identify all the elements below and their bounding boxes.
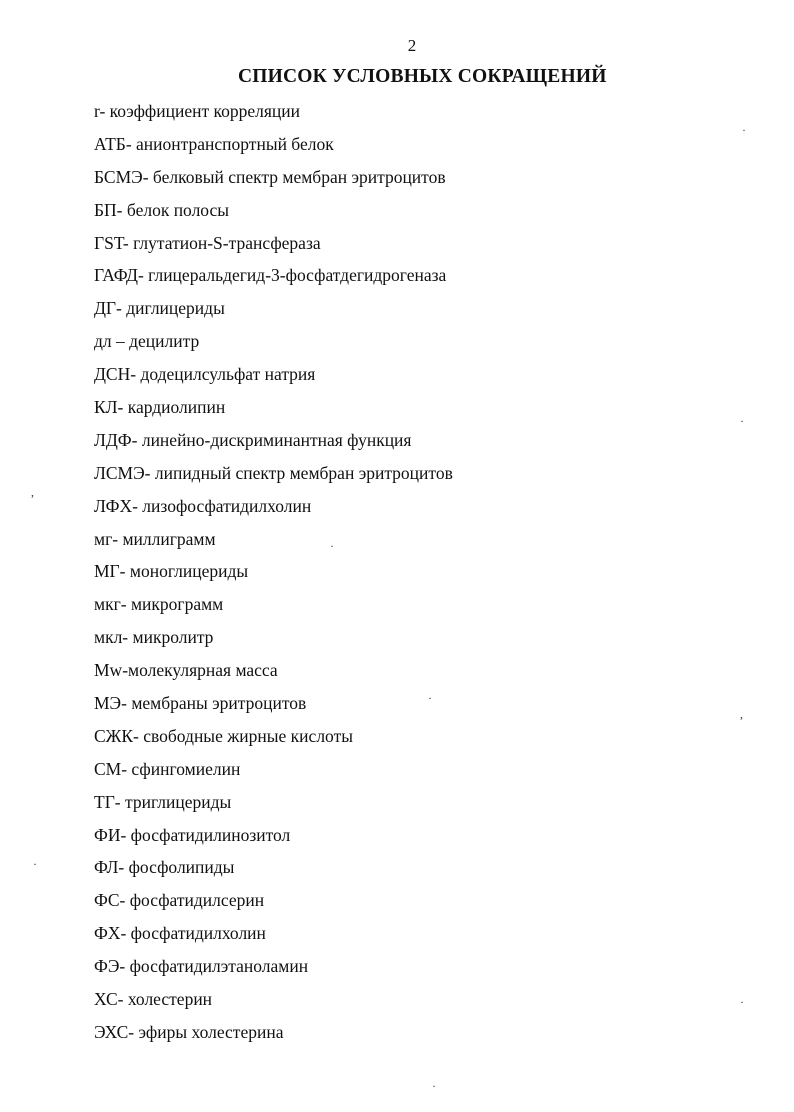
- scan-speck: ·: [740, 995, 744, 1009]
- scan-speck: ·: [742, 123, 746, 137]
- abbreviation-item: ФС- фосфатидилсерин: [94, 890, 265, 911]
- abbreviation-item: ЛДФ- линейно-дискриминантная функция: [94, 429, 412, 450]
- abbreviation-item: ЛФХ- лизофосфатидилхолин: [94, 495, 312, 516]
- abbreviation-item: ЭХС- эфиры холестерина: [94, 1021, 284, 1042]
- abbreviation-item: ГАФД- глицеральдегид-3-фосфатдегидрогеназа: [94, 265, 447, 286]
- abbreviation-item: БП- белок полосы: [94, 199, 230, 220]
- abbreviation-list: [94, 98, 453, 1052]
- abbreviation-item: ДГ- диглицериды: [94, 298, 225, 319]
- abbreviation-item: ФХ- фосфатидилхолин: [94, 923, 266, 944]
- scan-speck: ,: [740, 707, 743, 721]
- page-number: 2: [407, 36, 417, 55]
- scan-speck: ·: [428, 691, 432, 705]
- abbreviation-item: мкл- микролитр: [94, 627, 214, 648]
- abbreviation-item: СЖК- свободные жирные кислоты: [94, 725, 353, 746]
- scan-speck: ·: [740, 414, 744, 428]
- abbreviation-item: мкг- микрограмм: [94, 594, 224, 615]
- abbreviation-item: ФЭ- фосфатидилэтаноламин: [94, 956, 309, 977]
- abbreviation-item: ДСН- додецилсульфат натрия: [94, 364, 316, 385]
- abbreviation-item: дл – децилитр: [94, 331, 200, 352]
- abbreviation-item: ЛСМЭ- липидный спектр мембран эритроцитов: [94, 462, 453, 483]
- abbreviation-item: МГ- моноглицериды: [94, 561, 249, 582]
- scan-speck: ·: [33, 857, 37, 871]
- abbreviation-item: r- коэффициент корреляции: [94, 101, 301, 121]
- page-title: СПИСОК УСЛОВНЫХ СОКРАЩЕНИЙ: [238, 66, 607, 87]
- abbreviation-item: ФЛ- фосфолипиды: [94, 857, 235, 878]
- abbreviation-item: СМ- сфингомиелин: [94, 758, 241, 779]
- scan-speck: ·: [330, 539, 334, 553]
- abbreviation-item: мг- миллиграмм: [94, 528, 216, 549]
- abbreviation-item: АТБ- анионтранспортный белок: [94, 133, 334, 154]
- abbreviation-item: МЭ- мембраны эритроцитов: [94, 693, 307, 714]
- scan-speck: ,: [31, 485, 34, 499]
- abbreviation-item: БСМЭ- белковый спектр мембран эритроцитов: [94, 166, 446, 187]
- abbreviation-item: ФИ- фосфатидилинозитол: [94, 824, 291, 845]
- abbreviation-item: ХС- холестерин: [94, 989, 213, 1010]
- abbreviation-item: ГST- глутатион-S-трансфераза: [94, 232, 321, 253]
- abbreviation-item: КЛ- кардиолипин: [94, 397, 226, 418]
- scan-speck: ·: [432, 1079, 436, 1093]
- abbreviation-item: ТГ- триглицериды: [94, 791, 232, 812]
- abbreviation-item: Mw-молекулярная масса: [94, 660, 278, 681]
